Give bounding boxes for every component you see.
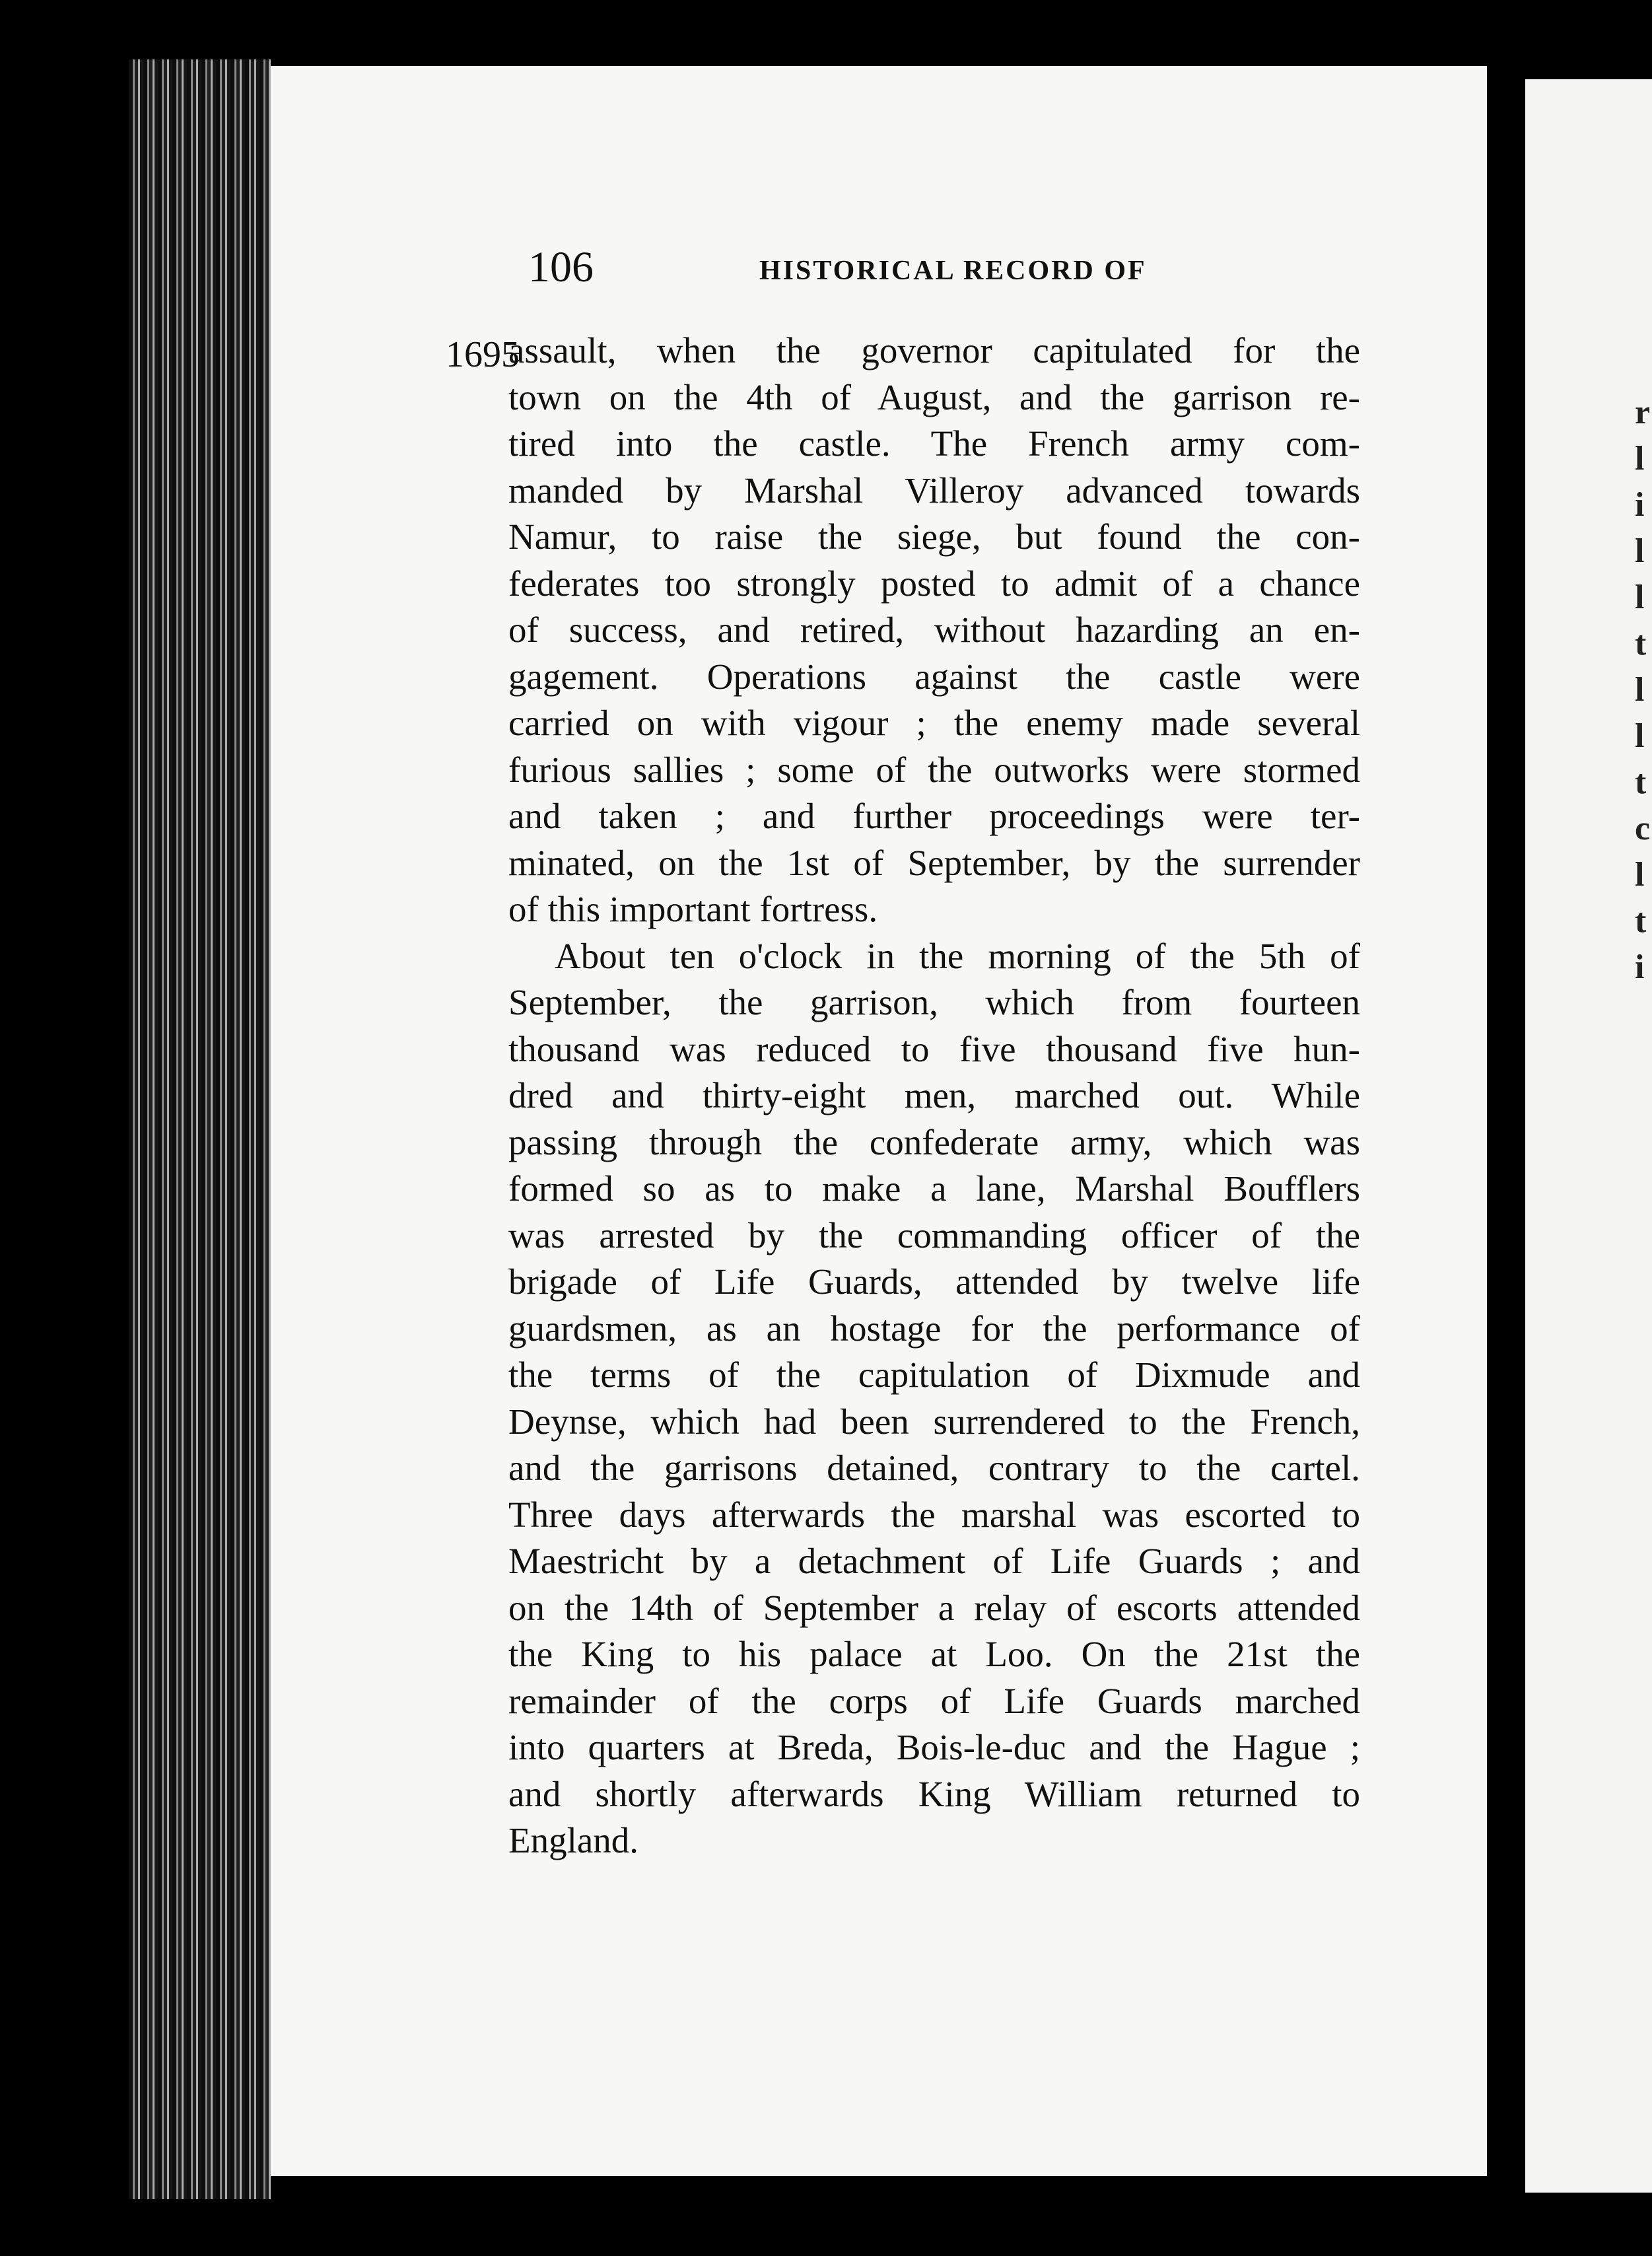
text-line: the terms of the capitulation of Dixmude and: [508, 1355, 1360, 1395]
paragraph-1: [508, 328, 1360, 933]
text-line: and taken ; and further proceedings were ter-: [508, 796, 1360, 836]
text-line: Three days afterwards the marshal was escorted to: [508, 1494, 1360, 1535]
fragment-letter: t: [1635, 625, 1647, 662]
fragment-letter: t: [1635, 763, 1647, 801]
text-line: thousand was reduced to five thousand five hun-: [508, 1028, 1360, 1069]
text-line: gagement. Operations against the castle were: [508, 656, 1360, 697]
running-head: [528, 244, 1188, 291]
fragment-letter: l: [1635, 440, 1645, 477]
text-line: September, the garrison, which from fourteen: [508, 982, 1360, 1022]
paragraph-2: [508, 933, 1360, 1864]
text-line: Maestricht by a detachment of Life Guards ; and: [508, 1541, 1360, 1581]
text-line: Deynse, which had been surrendered to the French,: [508, 1401, 1360, 1442]
text-line: was arrested by the commanding officer of the: [508, 1215, 1360, 1255]
body-text: [508, 328, 1360, 1864]
margin-year: 1695: [446, 334, 520, 375]
text-line: the King to his palace at Loo. On the 21st the: [508, 1634, 1360, 1674]
fragment-letter: r: [1635, 394, 1651, 431]
fragment-letter: i: [1635, 948, 1645, 986]
text-line: England.: [508, 1820, 639, 1860]
running-title: HISTORICAL RECORD OF: [759, 256, 1147, 286]
text-line: manded by Marshal Villeroy advanced towards: [508, 470, 1360, 511]
text-line: and the garrisons detained, contrary to the cartel.: [508, 1448, 1360, 1488]
text-line: furious sallies ; some of the outworks were stormed: [508, 749, 1360, 790]
text-line: town on the 4th of August, and the garrison re-: [508, 376, 1360, 417]
text-line: passing through the confederate army, which was: [508, 1121, 1360, 1162]
fragment-letter: l: [1635, 579, 1645, 616]
text-line: assault, when the governor capitulated for the: [508, 330, 1360, 370]
page-number: 106: [528, 243, 594, 291]
facing-page-fragments: [1635, 390, 1652, 991]
facing-page-edge: [1525, 79, 1652, 2193]
text-line: on the 14th of September a relay of escorts attended: [508, 1587, 1360, 1628]
fragment-letter: l: [1635, 856, 1645, 894]
text-line: of this important fortress.: [508, 889, 878, 929]
fragment-letter: l: [1635, 671, 1645, 709]
text-line: tired into the castle. The French army com-: [508, 423, 1360, 464]
fragment-letter: t: [1635, 902, 1647, 940]
text-line: formed so as to make a lane, Marshal Boufflers: [508, 1168, 1360, 1209]
fragment-letter: i: [1635, 486, 1645, 524]
book-gutter-edge: [129, 59, 271, 2199]
fragment-letter: l: [1635, 532, 1645, 570]
text-line: carried on with vigour ; the enemy made several: [508, 703, 1360, 743]
text-line: of success, and retired, without hazarding an en-: [508, 610, 1360, 650]
text-line: About ten o'clock in the morning of the 5th of: [555, 935, 1360, 976]
text-line: minated, on the 1st of September, by the surrender: [508, 842, 1360, 883]
fragment-letter: c: [1635, 810, 1651, 847]
text-line: remainder of the corps of Life Guards marched: [508, 1680, 1360, 1721]
text-line: into quarters at Breda, Bois-le-duc and the Hague ;: [508, 1727, 1360, 1767]
fragment-letter: l: [1635, 717, 1645, 755]
text-line: guardsmen, as an hostage for the performance of: [508, 1308, 1360, 1349]
text-line: and shortly afterwards King William returned to: [508, 1773, 1360, 1814]
text-line: federates too strongly posted to admit of a chance: [508, 563, 1360, 604]
text-line: Namur, to raise the siege, but found the con-: [508, 516, 1360, 557]
text-line: dred and thirty-eight men, marched out. While: [508, 1075, 1360, 1115]
text-line: brigade of Life Guards, attended by twelve life: [508, 1261, 1360, 1302]
